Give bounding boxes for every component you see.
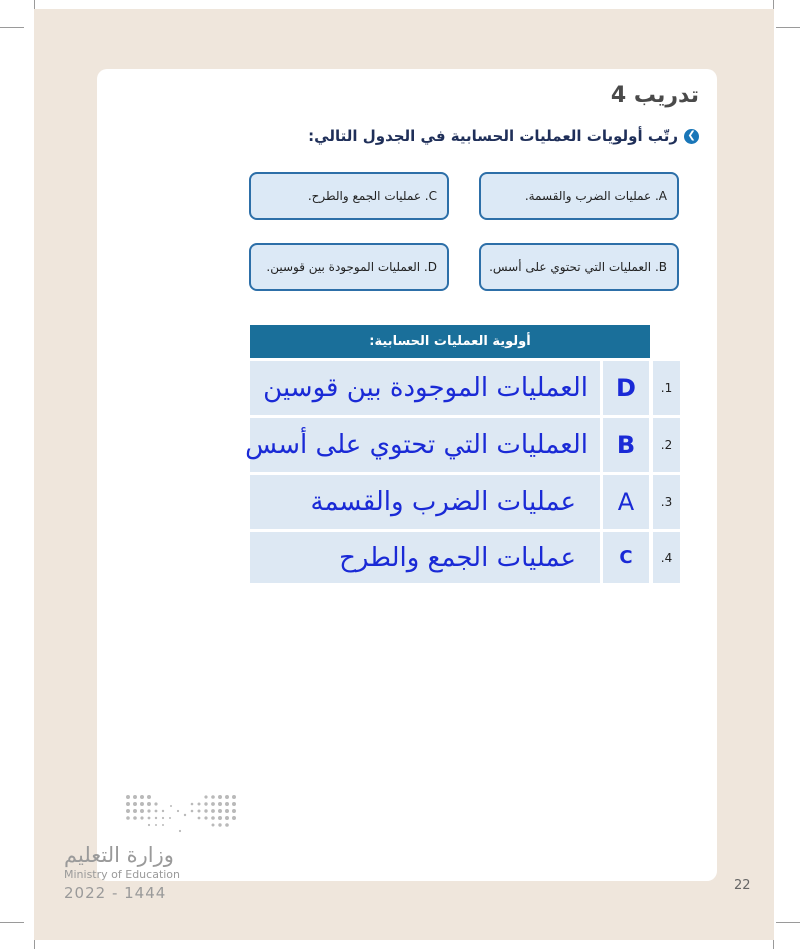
crop-mark xyxy=(34,0,35,9)
crop-mark xyxy=(34,940,35,949)
chevron-right-icon: ❯ xyxy=(684,129,699,144)
page-number: 22 xyxy=(734,878,751,893)
exercise-title: تدريب 4 xyxy=(610,83,699,108)
crop-mark xyxy=(773,0,774,9)
answer-letter: C xyxy=(603,532,649,583)
ministry-name-arabic: وزارة التعليم xyxy=(64,843,174,867)
crop-mark xyxy=(0,27,24,28)
option-a: A. عمليات الضرب والقسمة. xyxy=(479,172,679,220)
ministry-logo-icon xyxy=(124,793,244,833)
option-d: D. العمليات الموجودة بين قوسين. xyxy=(249,243,449,291)
answer-letter: D xyxy=(603,361,649,415)
row-number: 3. xyxy=(653,475,680,529)
row-number: 4. xyxy=(653,532,680,583)
row-number: 1. xyxy=(653,361,680,415)
answer-text: عمليات الجمع والطرح xyxy=(250,532,600,583)
table-header: أولوية العمليات الحسابية: xyxy=(250,325,650,358)
answer-letter: A xyxy=(603,475,649,529)
answer-letter: B xyxy=(603,418,649,472)
crop-mark xyxy=(773,940,774,949)
answer-text: العمليات التي تحتوي على أسس xyxy=(250,418,600,472)
crop-mark xyxy=(776,922,800,923)
option-c: C. عمليات الجمع والطرح. xyxy=(249,172,449,220)
instruction xyxy=(308,127,699,145)
row-number: 2. xyxy=(653,418,680,472)
answer-text: العمليات الموجودة بين قوسين xyxy=(250,361,600,415)
worksheet-page xyxy=(97,69,751,893)
ministry-name-english: Ministry of Education xyxy=(64,868,181,881)
crop-mark xyxy=(0,922,24,923)
crop-mark xyxy=(776,27,800,28)
instruction-text: رتّب أولويات العمليات الحسابية في الجدول التالي: xyxy=(308,127,678,145)
edition-year: 2022 - 1444 xyxy=(64,884,167,902)
answer-text: عمليات الضرب والقسمة xyxy=(250,475,600,529)
option-b: B. العمليات التي تحتوي على أسس. xyxy=(479,243,679,291)
